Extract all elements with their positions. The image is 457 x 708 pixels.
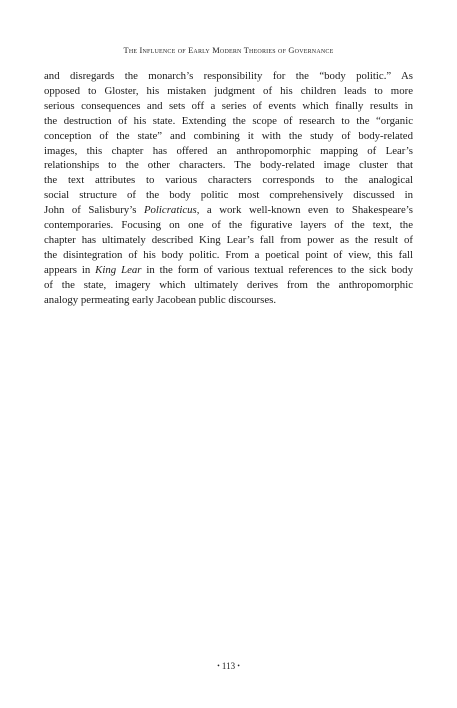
- text-line: [44, 203, 413, 218]
- italic-title-king-lear: King Lear: [95, 263, 142, 276]
- text-line: the destruction of his state. Extending the scope of research to the “organic: [44, 114, 413, 127]
- text-line: images, this chapter has offered an anthropomorphic mapping of Lear’s: [44, 144, 413, 157]
- text-fragment: appears in: [44, 263, 96, 276]
- folio-bullet-left: •: [217, 662, 220, 670]
- text-line: [44, 263, 413, 278]
- text-fragment: John of Salisbury’s: [44, 204, 144, 217]
- text-line: the disintegration of his body politic. From a poetical point of view, this fall: [44, 248, 413, 261]
- text-line: the text attributes to various characters corresponds to the analogical: [44, 174, 413, 187]
- text-fragment: in the form of various textual references to the sick body: [141, 263, 413, 276]
- page-number: 113: [221, 661, 236, 671]
- text-line: contemporaries. Focusing on one of the figurative layers of the text, the: [44, 219, 413, 232]
- text-line: serious consequences and sets off a series of events which finally results in: [44, 99, 413, 112]
- text-line: social structure of the body politic most comprehensively discussed in: [44, 189, 413, 202]
- text-line: of the state, imagery which ultimately derives from the anthropomorphic: [44, 278, 413, 291]
- page-number-footer: [0, 661, 457, 671]
- text-line: opposed to Gloster, his mistaken judgment of his children leads to more: [44, 84, 413, 97]
- italic-title-policraticus: Policraticus: [143, 204, 197, 217]
- text-line: conception of the state” and combining it with the study of body-related: [44, 129, 413, 142]
- running-head: The Influence of Early Modern Theories of Governance: [123, 46, 334, 55]
- text-line: and disregards the monarch’s responsibility for the “body politic.” As: [44, 70, 413, 82]
- text-fragment: , a work well-known even to Shakespeare’s: [196, 204, 414, 217]
- text-line: relationships to the other characters. The body-related image cluster that: [44, 159, 413, 172]
- body-paragraph: [44, 69, 413, 308]
- text-line: analogy permeating early Jacobean public discourses.: [44, 293, 277, 306]
- folio-bullet-right: •: [237, 662, 240, 670]
- text-line: chapter has ultimately described King Lear’s fall from power as the result of: [44, 233, 413, 246]
